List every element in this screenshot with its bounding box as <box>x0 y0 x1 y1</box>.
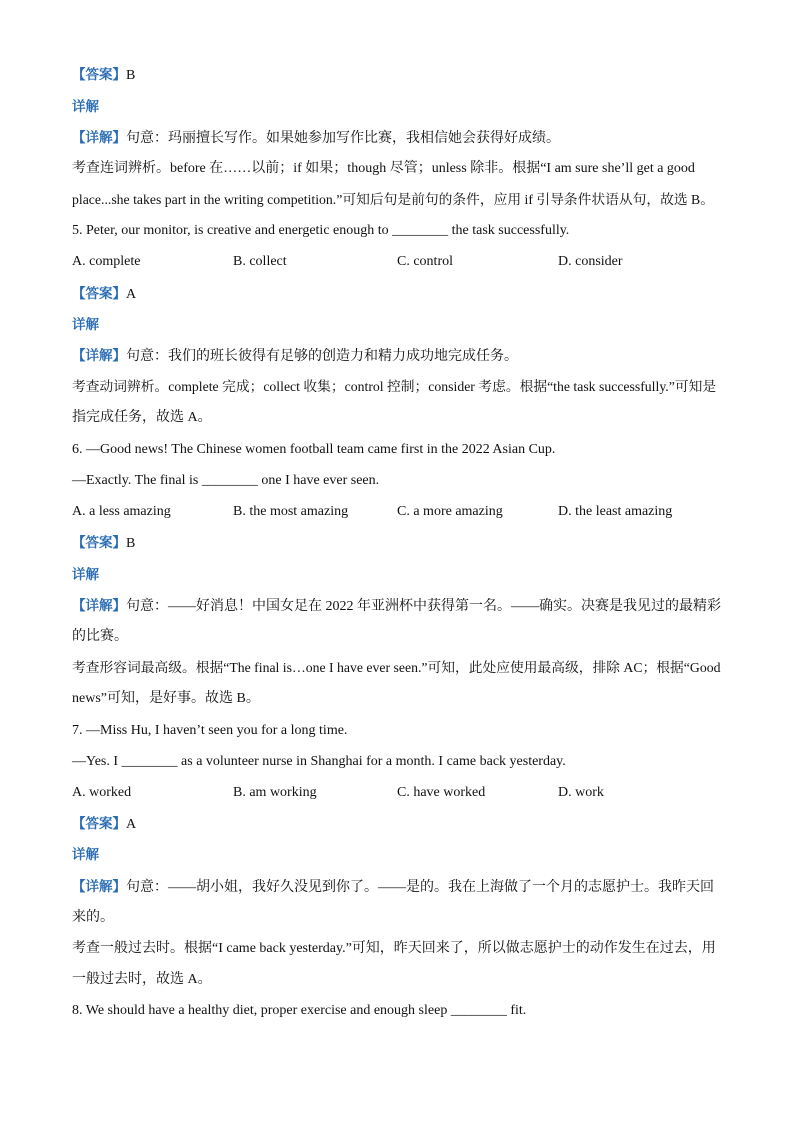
answer-letter: B <box>126 68 136 83</box>
analysis-line: 一般过去时，故选 A。 <box>72 972 212 987</box>
meaning-text: 句意：——胡小姐，我好久没见到你了。——是的。我在上海做了一个月的志愿护士。我昨天回 <box>126 880 714 895</box>
answer-tag: 【答案】 <box>72 535 126 551</box>
meaning-line <box>72 596 724 617</box>
options-row <box>72 502 724 522</box>
answer-letter: B <box>126 536 136 551</box>
options-row <box>72 783 724 803</box>
option-c: C. have worked <box>397 785 486 800</box>
option-a: A. worked <box>72 785 132 800</box>
option-a: A. a less amazing <box>72 504 171 519</box>
meaning-line <box>72 346 724 367</box>
option-d: D. the least amazing <box>558 504 673 519</box>
answer-tag: 【答案】 <box>72 67 126 83</box>
detail-heading <box>72 565 724 586</box>
question-7: 7. —Miss Hu, I haven’t seen you for a long time. <box>72 723 348 738</box>
detail-tag: 【详解】 <box>72 598 126 614</box>
answer-tag: 【答案】 <box>72 816 126 832</box>
option-d: D. consider <box>558 254 623 269</box>
answer-letter: A <box>126 817 137 832</box>
detail-heading-label: 详解 <box>72 317 99 333</box>
meaning-text: 句意：——好消息！中国女足在 2022 年亚洲杯中获得第一名。——确实。决赛是我见过的最精彩 <box>126 599 721 614</box>
meaning-text: 句意：我们的班长彼得有足够的创造力和精力成功地完成任务。 <box>126 349 518 364</box>
answer-line <box>72 533 724 554</box>
option-a: A. complete <box>72 254 141 269</box>
detail-tag: 【详解】 <box>72 130 126 146</box>
options-row <box>72 252 724 272</box>
detail-heading-label: 详解 <box>72 847 99 863</box>
detail-tag: 【详解】 <box>72 348 126 364</box>
detail-heading <box>72 845 724 866</box>
meaning-text: 句意：玛丽擅长写作。如果她参加写作比赛，我相信她会获得好成绩。 <box>126 131 560 146</box>
question-6-line2: —Exactly. The final is ________ one I have ever seen. <box>72 473 380 488</box>
answer-line <box>72 65 724 86</box>
analysis-line: 考查连词辨析。before 在……以前；if 如果；though 尽管；unless 除非。根据“I am sure she’ll get a good <box>72 161 695 176</box>
detail-heading-label: 详解 <box>72 567 99 583</box>
option-d: D. work <box>558 785 604 800</box>
answer-letter: A <box>126 287 137 302</box>
analysis-line: 指完成任务，故选 A。 <box>72 410 212 425</box>
meaning-line-continued: 的比赛。 <box>72 629 128 644</box>
question-5: 5. Peter, our monitor, is creative and energetic enough to ________ the task successfully. <box>72 223 570 238</box>
analysis-line: 考查形容词最高级。根据“The final is…one I have ever seen.”可知，此处应使用最高级，排除 AC；根据“Good <box>72 660 721 675</box>
option-c: C. a more amazing <box>397 504 503 519</box>
analysis-line: 考查动词辨析。complete 完成；collect 收集；control 控制；consider 考虑。根据“the task successfully.”可知是 <box>72 379 717 394</box>
answer-tag: 【答案】 <box>72 286 126 302</box>
detail-heading <box>72 97 724 118</box>
detail-tag: 【详解】 <box>72 879 126 895</box>
meaning-line-continued: 来的。 <box>72 910 114 925</box>
analysis-line: news”可知，是好事。故选 B。 <box>72 691 260 706</box>
question-8: 8. We should have a healthy diet, proper exercise and enough sleep ________ fit. <box>72 1003 527 1018</box>
option-b: B. collect <box>233 254 287 269</box>
option-b: B. am working <box>233 785 317 800</box>
answer-line <box>72 814 724 835</box>
option-c: C. control <box>397 254 453 269</box>
meaning-line <box>72 877 724 898</box>
answer-line <box>72 284 724 305</box>
option-b: B. the most amazing <box>233 504 349 519</box>
analysis-line: 考查一般过去时。根据“I came back yesterday.”可知，昨天回来了，所以做志愿护士的动作发生在过去，用 <box>72 941 716 956</box>
detail-heading-label: 详解 <box>72 99 99 115</box>
question-7-line2: —Yes. I ________ as a volunteer nurse in Shanghai for a month. I came back yesterday. <box>72 754 566 769</box>
analysis-line: place...she takes part in the writing competition.”可知后句是前句的条件，应用 if 引导条件状语从句，故选 B。 <box>72 192 714 207</box>
meaning-line <box>72 128 724 149</box>
detail-heading <box>72 315 724 336</box>
question-6: 6. —Good news! The Chinese women football team came first in the 2022 Asian Cup. <box>72 442 556 457</box>
